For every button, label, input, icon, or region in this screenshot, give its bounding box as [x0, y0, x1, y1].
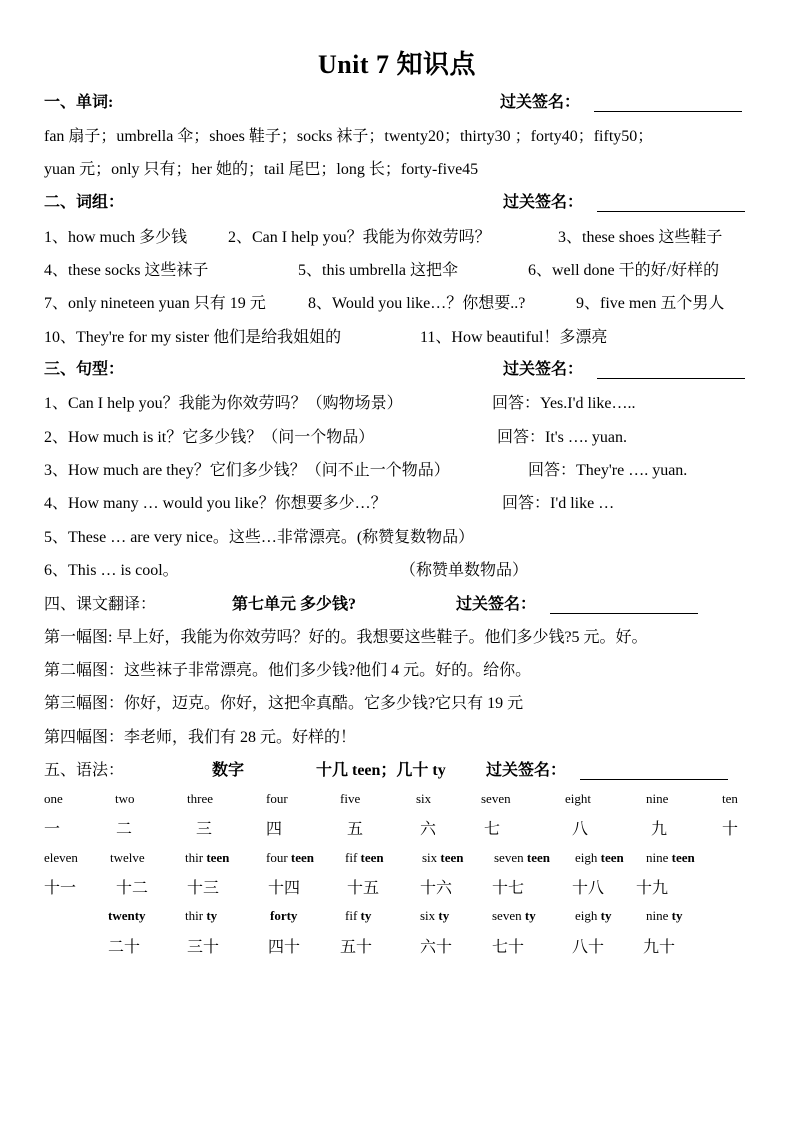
phrase-item: 2、Can I help you？我能为你效劳吗？: [228, 229, 491, 246]
sign-label: 过关签名：: [486, 762, 567, 779]
phrase-item: 5、this umbrella 这把伞: [298, 262, 458, 279]
sign-label: 过关签名：: [456, 596, 537, 613]
sign-field-3: [503, 356, 745, 379]
sign-field-1: [500, 89, 742, 112]
sign-blank-line: [594, 93, 742, 112]
number-word: six ty: [420, 908, 450, 923]
number-word: twelve: [110, 850, 145, 865]
sentence-answer: 回答：They're …. yuan.: [528, 462, 688, 479]
phrase-item: 11、How beautiful！多漂亮: [420, 329, 608, 346]
section-4-heading: 四、课文翻译：: [44, 596, 157, 613]
sentence-answer: 回答：It's …. yuan.: [497, 429, 627, 446]
sentence-pattern: 2、How much is it？它多少钱？（问一个物品）: [44, 429, 375, 446]
section-3-heading: 三、句型：: [44, 361, 125, 378]
number-word: three: [187, 791, 213, 806]
vocab-line-2: yuan 元；only 只有；her 她的；tail 尾巴；long 长；forty-five45: [44, 161, 479, 178]
phrase-item: 6、well done 干的好/好样的: [528, 262, 720, 279]
sentence-answer: 回答：I'd like …: [502, 495, 615, 512]
number-chinese: 二十: [108, 939, 141, 956]
sign-blank-line: [550, 595, 698, 614]
number-word: eigh ty: [575, 908, 612, 923]
number-word: seven: [481, 791, 511, 806]
number-chinese: 十八: [572, 880, 605, 897]
number-word: six: [416, 791, 432, 806]
number-chinese: 一: [44, 821, 61, 838]
number-word: five: [340, 791, 361, 806]
sign-field-5: [486, 757, 728, 780]
number-word: eleven: [44, 850, 78, 865]
number-word: four: [266, 791, 288, 806]
grammar-label-teen-ty: 十几 teen；几十 ty: [316, 762, 446, 779]
sign-blank-line: [597, 360, 745, 379]
number-chinese: 九: [651, 821, 668, 838]
sentence-pattern: 3、How much are they？它们多少钱？（问不止一个物品）: [44, 462, 450, 479]
number-chinese: 九十: [643, 939, 676, 956]
sign-field-4: [456, 591, 698, 614]
page-title: Unit 7 知识点: [317, 50, 477, 79]
sentence-pattern: 4、How many … would you like？你想要多少…？: [44, 495, 387, 512]
number-chinese: 六十: [420, 939, 453, 956]
grammar-label-numbers: 数字: [212, 762, 245, 779]
section-5-heading: 五、语法：: [44, 762, 125, 779]
number-chinese: 四: [266, 821, 283, 838]
section-2-heading: 二、词组：: [44, 194, 125, 211]
number-chinese: 十一: [44, 880, 77, 897]
phrase-item: 8、Would you like…？你想要..?: [308, 295, 526, 312]
number-word: nine: [646, 791, 669, 806]
translation-line: 第三幅图：你好，迈克。你好，这把伞真酷。它多少钱?它只有 19 元: [44, 695, 524, 712]
translation-line: 第一幅图: 早上好，我能为你效劳吗？好的。我想要这些鞋子。他们多少钱?5 元。好。: [44, 629, 648, 646]
phrase-item: 3、these shoes 这些鞋子: [558, 229, 723, 246]
number-chinese: 八: [572, 821, 589, 838]
sign-label: 过关签名：: [503, 361, 584, 378]
number-chinese: 七十: [492, 939, 525, 956]
number-chinese: 三: [196, 821, 213, 838]
number-chinese: 十六: [420, 880, 453, 897]
translation-line: 第二幅图：这些袜子非常漂亮。他们多少钱?他们 4 元。好的。给你。: [44, 662, 532, 679]
number-chinese: 六: [420, 821, 437, 838]
number-word: eight: [565, 791, 591, 806]
number-chinese: 十三: [187, 880, 220, 897]
number-word: two: [115, 791, 135, 806]
sign-blank-line: [597, 193, 745, 212]
phrase-item: 10、They're for my sister 他们是给我姐姐的: [44, 329, 342, 346]
number-word: thir teen: [185, 850, 230, 865]
number-word: twenty: [108, 908, 146, 923]
number-chinese: 十七: [492, 880, 525, 897]
phrase-item: 1、how much 多少钱: [44, 229, 188, 246]
number-word: thir ty: [185, 908, 218, 923]
number-chinese: 十二: [116, 880, 149, 897]
number-word: nine ty: [646, 908, 683, 923]
phrase-item: 7、only nineteen yuan 只有 19 元: [44, 295, 266, 312]
phrase-item: 4、these socks 这些袜子: [44, 262, 209, 279]
number-chinese: 五十: [340, 939, 373, 956]
number-word: fif teen: [345, 850, 384, 865]
sign-blank-line: [580, 761, 728, 780]
sentence-note: （称赞单数物品）: [400, 562, 529, 579]
number-chinese: 八十: [572, 939, 605, 956]
sentence-pattern: 1、Can I help you？我能为你效劳吗？（购物场景）: [44, 395, 403, 412]
number-word: ten: [722, 791, 738, 806]
number-chinese: 二: [116, 821, 133, 838]
number-word: eigh teen: [575, 850, 624, 865]
number-word: four teen: [266, 850, 315, 865]
section-4-subtitle: 第七单元 多少钱?: [232, 596, 357, 613]
number-word: six teen: [422, 850, 464, 865]
number-chinese: 七: [484, 821, 501, 838]
sign-label: 过关签名：: [500, 94, 581, 111]
phrase-item: 9、five men 五个男人: [576, 295, 725, 312]
number-chinese: 十五: [347, 880, 380, 897]
number-word: nine teen: [646, 850, 695, 865]
sentence-pattern: 6、This … is cool。: [44, 562, 179, 579]
number-chinese: 三十: [187, 939, 220, 956]
sign-field-2: [503, 189, 745, 212]
number-chinese: 十九: [636, 880, 669, 897]
number-word: seven teen: [494, 850, 550, 865]
number-word: fif ty: [345, 908, 372, 923]
number-chinese: 十四: [268, 880, 301, 897]
sentence-answer: 回答：Yes.I'd like…..: [492, 395, 636, 412]
number-chinese: 十: [722, 821, 739, 838]
number-chinese: 四十: [268, 939, 301, 956]
number-chinese: 五: [347, 821, 364, 838]
translation-line: 第四幅图：李老师，我们有 28 元。好样的！: [44, 729, 357, 746]
section-1-heading: 一、单词:: [44, 94, 114, 111]
sign-label: 过关签名：: [503, 194, 584, 211]
number-word: forty: [270, 908, 298, 923]
sentence-pattern: 5、These … are very nice。这些…非常漂亮。(称赞复数物品）: [44, 529, 475, 546]
number-word: seven ty: [492, 908, 536, 923]
number-word: one: [44, 791, 63, 806]
vocab-line-1: fan 扇子；umbrella 伞；shoes 鞋子；socks 袜子；twenty20；thirty30 ；forty40；fifty50；: [44, 128, 654, 145]
